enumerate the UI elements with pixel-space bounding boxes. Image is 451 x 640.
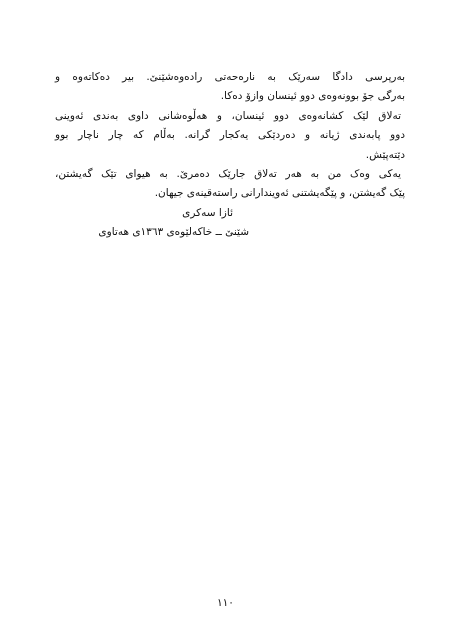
- paragraph-3-line-1: یەکی وەک من بە هەر تەلاق جارێک دەمرێ. بە هیوای تێک گەیشتن،: [55, 167, 401, 180]
- place-and-date: شێنێ ــ خاکەلێوەی ١٣٦٣ی هەتاوی: [98, 226, 249, 239]
- body-text: [55, 68, 405, 243]
- paragraph-1-line-2: بەرگی جۆ بوونەوەی دوو ئینسان وازۆ دەکا.: [220, 90, 405, 103]
- paragraph-2-line-2: دوو پابەندی ژیانە و دەردێکی یەکجار گرانە. بەڵام کە چار ناچار بوو: [55, 129, 405, 142]
- author-signature: ئازا سەکری: [182, 206, 233, 219]
- paragraph-2-line-1: تەلاق لێک کشانەوەی دوو ئینسان، و هەڵوەشانی داوی بەندی ئەوینی: [55, 109, 401, 122]
- paragraph-2-line-3: دێتەپێش.: [365, 148, 405, 161]
- page-number: ١١٠: [217, 597, 234, 609]
- paragraph-1-line-1: بەرپرسی دادگا سەرێک بە نارەحەتی رادەوەشێنێ. بیر دەکاتەوە و: [55, 71, 405, 83]
- paragraph-3-line-2: پێک گەیشتن، و پێگەیشتنی ئەویندارانی راستەقینەی جیهان.: [154, 187, 405, 200]
